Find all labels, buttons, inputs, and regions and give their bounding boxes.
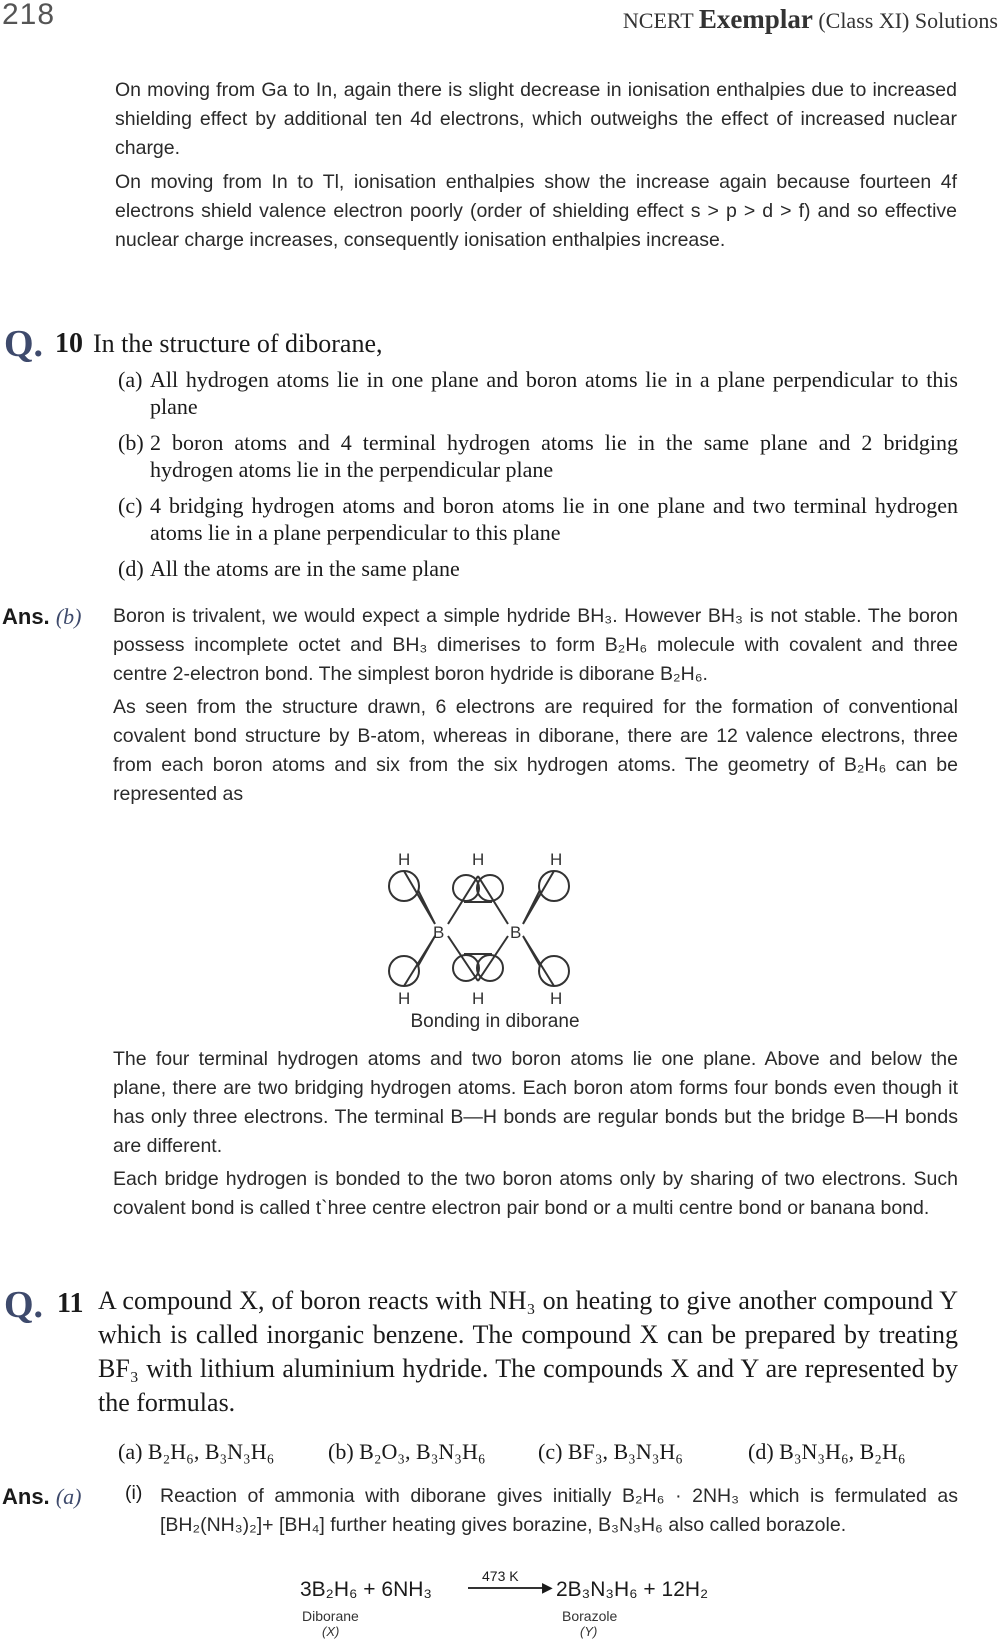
atom-h-top-right: H — [550, 850, 563, 869]
q10-answer-label: Ans. (b) — [2, 604, 82, 629]
running-header — [623, 4, 998, 35]
q10-mark: Q. — [4, 323, 44, 365]
q10-option-c: (c) 4 bridging hydrogen atoms and boron atoms lie in one plane and two terminal hydrogen atoms lie in a plane perpendicular to this plane — [118, 493, 958, 545]
q11-answer-text: Reaction of ammonia with diborane gives initially B₂H₆ · 2NH₃ which is fermulated as [BH₂(NH₃)₂]+ [BH₄] further heating gives borazine, B₃N₃H₆ also called borazole. — [160, 1485, 958, 1536]
q10-question — [55, 328, 957, 360]
intro-block — [115, 76, 957, 255]
q11-part-label: (i) — [125, 1482, 143, 1504]
q11-mark: Q. — [4, 1284, 44, 1326]
q11-option-c: (c) BF₃, B₃N₃H₆ — [538, 1439, 683, 1464]
q10-answer-option: (b) — [55, 604, 82, 629]
orbital-top-right — [539, 871, 569, 901]
header-prefix: NCERT — [622, 8, 694, 33]
q11-answer-option: (a) — [55, 1484, 82, 1509]
q10-answer-body-2 — [113, 1045, 958, 1223]
atom-h-top-left: H — [398, 850, 411, 869]
label-borazole: Borazole — [562, 1608, 618, 1624]
label-x: (X) — [322, 1624, 340, 1639]
equation-condition: 473 K — [482, 1568, 519, 1584]
q10-answer-para-1: Boron is trivalent, we would expect a simple hydride BH₃. However BH₃ is not stable. The boron possess incomplete octet and BH₃ dimerises to form B₂H₆ molecule with covalent and three centre 2-electron bond. The simplest boron hydride is diborane B₂H₆. — [113, 605, 958, 685]
q10-answer-body — [113, 602, 958, 809]
intro-paragraph-2: On moving from In to Tl, ionisation enthalpies show the increase again because fourteen 4f electrons shield valence electron poorly (order of shielding effect s > p > d > f) and so effective nuclear charge increases, consequently ionisation enthalpies increase. — [115, 171, 957, 251]
q10-options — [118, 366, 958, 582]
q11-option-d: (d) B₃N₃H₆, B₂H₆ — [748, 1439, 906, 1464]
arrow-head-icon: ▶ — [542, 1579, 553, 1595]
q11-question: A compound X, of boron reacts with NH₃ on heating to give another compound Y which is called inorganic benzene. The compound X can be prepared by treating BF₃ with lithium aluminium hydride. The compounds X and Y are represented by the formulas. — [98, 1286, 958, 1417]
atom-b-left: B — [433, 923, 445, 942]
q11-answer-label: Ans. (a) — [2, 1484, 82, 1509]
q10-answer-para-3: The four terminal hydrogen atoms and two boron atoms lie one plane. Above and below the plane, there are two bridging hydrogen atoms. Each boron atom forms four bonds even though it has only three electrons. The terminal B—H bonds are regular bonds but the bridge B—H bonds are different. — [113, 1048, 958, 1157]
atom-h-bottom-left: H — [398, 989, 411, 1008]
lobe-bottom-left — [404, 936, 435, 986]
atom-h-bottom-middle: H — [472, 989, 485, 1008]
label-y: (Y) — [580, 1624, 598, 1639]
label-diborane: Diborane — [302, 1608, 359, 1624]
figure-caption: Bonding in diborane — [410, 1011, 580, 1032]
intro-paragraph-1: On moving from Ga to In, again there is slight decrease in ionisation enthalpies due to increased shielding effect by additional ten 4d electrons, which outweighs the effect of increased nuclear charge. — [115, 79, 957, 159]
q11-answer-body — [160, 1482, 958, 1540]
orbital-bottom-left — [389, 956, 419, 986]
q10-answer-para-4: Each bridge hydrogen is bonded to the two boron atoms only by sharing of two electrons. Such covalent bond is called t`hree centre electron pair bond or a multi centre bond or banana bond. — [113, 1168, 958, 1219]
reaction-equation — [300, 1570, 760, 1638]
equation-reactants: 3B₂H₆ + 6NH₃ — [300, 1578, 432, 1601]
q11-options — [118, 1438, 958, 1465]
reaction-arrow — [468, 1587, 546, 1589]
header-bold: Exemplar — [698, 4, 813, 34]
lobe-bottom-right — [523, 936, 554, 986]
q10-option-d: (d) All the atoms are in the same plane — [118, 556, 460, 581]
atom-h-top-middle: H — [472, 850, 485, 869]
diborane-structure-figure — [378, 846, 608, 1016]
orbital-bottom-right — [539, 956, 569, 986]
q11-option-b: (b) B₂O₃, B₃N₃H₆ — [328, 1439, 486, 1464]
lobe-top-right — [523, 871, 554, 924]
q10-text: In the structure of diborane, — [93, 329, 383, 358]
header-suffix: (Class XI) Solutions — [818, 8, 998, 33]
lobe-top-left — [404, 871, 435, 924]
q11-number: 11 — [57, 1288, 84, 1319]
orbital-top-left — [389, 871, 419, 901]
page-number: 218 — [2, 0, 56, 31]
atom-h-bottom-right: H — [550, 989, 563, 1008]
q10-option-b: (b) 2 boron atoms and 4 terminal hydrogen atoms lie in the same plane and 2 bridging hydrogen atoms lie in the perpendicular plane — [118, 430, 958, 482]
atom-b-right: B — [510, 923, 522, 942]
q10-option-a: (a) All hydrogen atoms lie in one plane and boron atoms lie in a plane perpendicular to this plane — [118, 367, 958, 419]
equation-products: 2B₃N₃H₆ + 12H₂ — [556, 1578, 709, 1601]
q11-option-a: (a) B₂H₆, B₃N₃H₆ — [118, 1439, 275, 1464]
q10-number: 10 — [55, 328, 83, 359]
q10-answer-para-2: As seen from the structure drawn, 6 electrons are required for the formation of conventional covalent bond structure by B-atom, whereas in diborane, there are 12 valence electrons, three from each boron atoms and six from the six hydrogen atoms. The geometry of B₂H₆ can be represented as — [113, 696, 958, 805]
